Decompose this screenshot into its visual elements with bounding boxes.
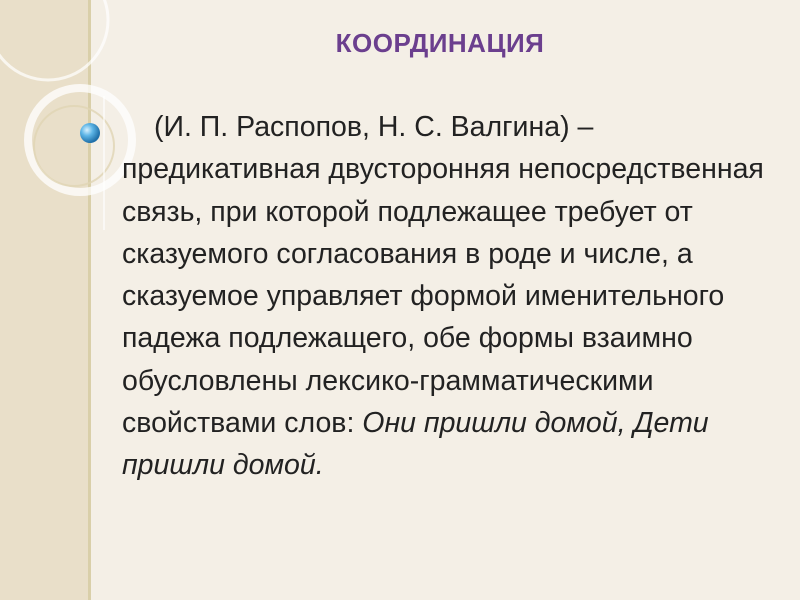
slide-title: КООРДИНАЦИЯ bbox=[335, 28, 545, 58]
example-sentence-2: Дети пришли домой. bbox=[122, 407, 709, 482]
definition-text: (И. П. Распопов, Н. С. Валгина) – предикативная двусторонняя непосредственная связь, при которой подлежащее требует от сказуемого согласования в роде и числе, а сказуемое управляет формой именительного падежа подлежащего, обе формы взаимно обусловлены лексико-грамматическими свойствами слов: bbox=[122, 111, 764, 440]
bullet-orb-icon bbox=[80, 123, 100, 143]
example-sentence-1: Они пришли домой, bbox=[362, 407, 626, 440]
definition-paragraph bbox=[122, 106, 772, 487]
